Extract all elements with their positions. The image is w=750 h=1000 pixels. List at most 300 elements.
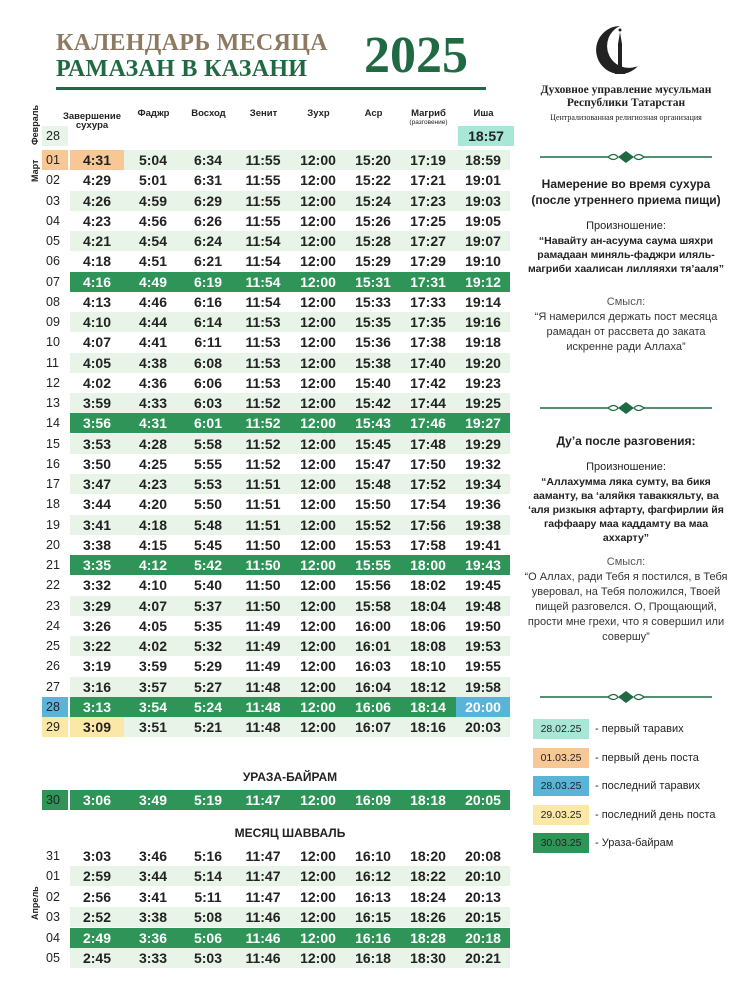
day-number: 14 (46, 416, 60, 431)
time-cell: 3:41 (82, 516, 112, 533)
table-row (42, 790, 510, 810)
day-number: 28 (42, 126, 68, 146)
time-cell: 4:46 (138, 293, 168, 310)
time-cell: 12:00 (300, 792, 336, 808)
time-cell: 19:55 (465, 658, 501, 675)
time-cell: 18:02 (410, 577, 446, 594)
table-row (42, 907, 510, 927)
time-cell: 3:16 (82, 678, 112, 695)
time-cell: 12:00 (300, 848, 336, 864)
day-number: 03 (46, 193, 60, 208)
calendar-title (56, 30, 328, 82)
col-header-dhuhr: Зухр (307, 108, 330, 119)
day-number: 09 (46, 315, 60, 329)
time-cell: 19:25 (465, 395, 501, 411)
time-cell: 12:00 (300, 212, 336, 229)
time-cell: 17:50 (410, 455, 446, 472)
time-cell: 3:47 (82, 476, 112, 492)
time-cell: 12:00 (300, 577, 336, 594)
time-cell: 12:00 (300, 698, 336, 715)
time-cell: 11:54 (245, 273, 281, 290)
time-cell: 11:55 (245, 212, 281, 229)
time-cell: 20:10 (465, 868, 501, 885)
time-cell: 3:09 (70, 717, 124, 737)
time-cell: 11:53 (245, 374, 281, 391)
time-cell: 18:00 (410, 557, 446, 573)
maghrib-label: Магриб (411, 108, 446, 119)
table-row (42, 353, 510, 373)
time-cell: 19:38 (465, 516, 501, 533)
time-cell: 17:23 (410, 192, 446, 209)
time-cell: 15:45 (355, 435, 391, 452)
time-cell: 11:47 (245, 888, 281, 905)
time-cell: 19:36 (465, 496, 501, 513)
col-header-zenith: Зенит (249, 108, 278, 119)
time-cell: 16:16 (355, 929, 391, 946)
time-cell: 6:26 (193, 212, 223, 229)
legend-swatch: 01.03.25 (533, 748, 589, 768)
time-cell: 18:16 (410, 719, 446, 735)
time-cell: 4:10 (82, 314, 112, 330)
time-cell: 11:48 (245, 678, 281, 695)
time-cell: 5:50 (193, 496, 223, 513)
time-cell: 17:56 (410, 516, 446, 533)
ornament-divider-icon (536, 690, 716, 704)
time-cell: 16:10 (355, 848, 391, 864)
time-cell: 11:52 (245, 435, 281, 452)
time-cell: 15:55 (355, 557, 391, 573)
time-cell: 20:21 (465, 950, 501, 966)
table-row (42, 616, 510, 636)
day-number: 28 (42, 697, 68, 717)
time-cell: 4:59 (138, 192, 168, 209)
time-cell: 18:10 (410, 658, 446, 675)
day-number: 05 (46, 234, 60, 248)
time-cell: 11:47 (245, 848, 281, 864)
time-cell: 3:53 (82, 435, 112, 452)
table-row (42, 656, 510, 676)
time-cell: 11:51 (245, 476, 281, 492)
time-cell: 11:47 (245, 868, 281, 885)
time-cell: 3:59 (82, 395, 112, 411)
time-cell: 20:05 (465, 792, 501, 808)
table-row (42, 535, 510, 555)
day-number: 11 (46, 355, 59, 370)
day-number: 26 (46, 659, 60, 674)
time-cell: 3:54 (138, 698, 168, 715)
time-cell: 19:58 (465, 678, 501, 695)
day-number: 21 (46, 558, 60, 572)
time-cell: 19:23 (465, 374, 501, 391)
time-cell: 11:55 (245, 172, 281, 189)
time-cell: 4:56 (138, 212, 168, 229)
time-cell: 12:00 (300, 888, 336, 905)
time-cell: 18:08 (410, 638, 446, 654)
time-cell: 12:00 (300, 314, 336, 330)
time-cell: 6:29 (193, 192, 223, 209)
time-cell: 19:41 (465, 536, 501, 553)
table-row (42, 332, 510, 352)
day-number: 20 (46, 537, 60, 552)
time-cell: 11:50 (245, 597, 281, 614)
time-cell: 3:36 (138, 929, 168, 946)
time-cell: 5:03 (193, 950, 223, 966)
time-cell: 4:18 (138, 516, 168, 533)
time-cell: 6:21 (193, 253, 223, 270)
dua-pronunciation-label: Произношение: (586, 461, 666, 473)
time-cell: 19:10 (465, 253, 501, 270)
table-row (42, 474, 510, 494)
day-number: 02 (46, 889, 60, 904)
table-row (42, 434, 510, 454)
table-row (42, 887, 510, 907)
time-cell: 16:06 (355, 698, 391, 715)
time-cell: 2:49 (82, 929, 112, 946)
time-cell: 3:49 (138, 792, 168, 808)
time-cell: 4:05 (82, 354, 112, 371)
time-cell: 5:32 (193, 638, 223, 654)
time-cell: 11:50 (245, 536, 281, 553)
legend-label: - последний день поста (595, 808, 716, 821)
time-cell: 3:19 (82, 658, 112, 675)
time-cell: 5:04 (138, 152, 168, 168)
time-cell: 5:27 (193, 678, 223, 695)
time-cell: 4:44 (138, 314, 168, 330)
org-line-3: Централизованная религиозная организация (550, 113, 702, 122)
time-cell: 5:01 (138, 172, 168, 189)
time-cell: 4:25 (138, 455, 168, 472)
time-cell: 6:34 (193, 152, 223, 168)
time-cell: 18:04 (410, 597, 446, 614)
time-cell: 19:27 (465, 415, 501, 432)
time-cell: 12:00 (300, 658, 336, 675)
day-number: 13 (46, 396, 60, 410)
time-cell: 4:15 (138, 536, 168, 553)
time-cell: 11:46 (245, 929, 281, 946)
day-number: 22 (46, 578, 60, 593)
niyat-pronunciation-label: Произношение: (586, 220, 666, 232)
time-cell: 19:18 (465, 334, 501, 351)
dua-pronunciation: “Аллахумма ляка сумту, ва бикя ааманту, ва ‘аляйкя таваккяльту, ва ‘аля ризкыкя афтарту, фагфирлии йя гаффаару маа каддамту ва маа аххарту” (528, 476, 724, 544)
table-row-feb-28 (42, 126, 510, 146)
time-cell: 4:31 (70, 150, 124, 170)
table-row (42, 272, 510, 292)
time-cell: 18:26 (410, 909, 446, 926)
dua-title: Ду’а после разговения: (556, 434, 696, 448)
time-cell: 11:55 (245, 152, 281, 168)
time-cell: 19:32 (465, 455, 501, 472)
day-number: 02 (46, 173, 60, 188)
time-cell: 4:23 (82, 212, 112, 229)
table-row (42, 251, 510, 271)
time-cell: 5:35 (193, 617, 223, 634)
day-number: 24 (46, 618, 60, 633)
time-cell: 20:08 (465, 848, 501, 864)
day-number: 29 (42, 717, 68, 737)
time-cell: 18:12 (410, 678, 446, 695)
time-cell: 4:26 (82, 192, 112, 209)
table-row (42, 454, 510, 474)
time-cell: 15:26 (355, 212, 391, 229)
day-number: 10 (46, 335, 60, 350)
time-cell: 17:54 (410, 496, 446, 513)
dua-meaning-label: Смысл: (606, 556, 646, 568)
time-cell: 4:49 (138, 273, 168, 290)
time-cell: 16:13 (355, 888, 391, 905)
time-cell: 15:40 (355, 374, 391, 391)
time-cell: 12:00 (300, 678, 336, 695)
time-cell: 15:29 (355, 253, 391, 270)
time-cell: 6:24 (193, 233, 223, 249)
time-cell: 12:00 (300, 415, 336, 432)
time-cell: 19:43 (465, 557, 501, 573)
table-row (42, 928, 510, 948)
table-row (42, 373, 510, 393)
time-cell: 5:06 (193, 929, 223, 946)
legend-label: - первый день поста (595, 751, 699, 764)
time-cell: 17:31 (410, 273, 446, 290)
time-cell: 11:50 (245, 557, 281, 573)
time-cell: 4:23 (138, 476, 168, 492)
time-cell: 11:48 (245, 698, 281, 715)
time-cell: 15:24 (355, 192, 391, 209)
time-cell: 3:41 (138, 888, 168, 905)
time-cell: 12:00 (300, 293, 336, 310)
table-row (42, 292, 510, 312)
time-cell: 18:22 (410, 868, 446, 885)
time-cell: 12:00 (300, 929, 336, 946)
time-cell: 18:24 (410, 888, 446, 905)
time-cell: 3:26 (82, 617, 112, 634)
table-row (42, 170, 510, 190)
table-row (42, 211, 510, 231)
time-cell-isha: 18:57 (458, 126, 514, 146)
col-header-isha: Иша (473, 108, 494, 119)
organization-name (520, 84, 732, 122)
time-cell: 5:58 (193, 435, 223, 452)
time-cell: 17:44 (410, 395, 446, 411)
time-cell: 15:52 (355, 516, 391, 533)
day-number: 23 (46, 598, 60, 613)
time-cell: 19:01 (465, 172, 501, 189)
time-cell: 3:13 (82, 698, 112, 715)
time-cell: 15:36 (355, 334, 391, 351)
time-cell: 16:09 (355, 792, 391, 808)
ornament-divider-icon (536, 401, 716, 415)
time-cell: 4:54 (138, 233, 168, 249)
time-cell: 11:55 (245, 192, 281, 209)
time-cell: 5:16 (193, 848, 223, 864)
time-cell: 6:19 (193, 273, 223, 290)
time-cell: 4:13 (82, 293, 112, 310)
time-cell: 17:40 (410, 354, 446, 371)
shawwal-heading: МЕСЯЦ ШАВВАЛЬ (234, 826, 346, 840)
time-cell: 4:20 (138, 496, 168, 513)
time-cell: 19:48 (465, 597, 501, 614)
time-cell: 19:14 (465, 293, 501, 310)
table-row (42, 413, 510, 433)
crescent-minaret-logo-icon (594, 22, 646, 80)
time-cell: 12:00 (300, 868, 336, 885)
time-cell: 6:03 (193, 395, 223, 411)
time-cell: 11:49 (245, 617, 281, 634)
month-label-apr: Апрель (30, 886, 40, 920)
time-cell: 15:20 (355, 152, 391, 168)
time-cell: 15:42 (355, 395, 391, 411)
day-number: 18 (46, 497, 60, 512)
time-cell: 12:00 (300, 253, 336, 270)
table-row (42, 948, 510, 968)
time-cell: 16:01 (355, 638, 391, 654)
time-cell: 19:53 (465, 638, 501, 654)
time-cell: 6:06 (193, 374, 223, 391)
time-cell: 6:08 (193, 354, 223, 371)
col-header-maghrib (401, 108, 456, 126)
legend-swatch: 29.03.25 (533, 805, 589, 825)
legend-label: - первый таравих (595, 723, 684, 735)
time-cell: 11:48 (245, 719, 281, 735)
time-cell: 15:43 (355, 415, 391, 432)
time-cell: 19:29 (465, 435, 501, 452)
time-cell: 5:45 (193, 536, 223, 553)
time-cell: 5:37 (193, 597, 223, 614)
time-cell: 3:22 (82, 638, 112, 654)
time-cell: 12:00 (300, 617, 336, 634)
time-cell: 11:52 (245, 415, 281, 432)
day-number: 12 (46, 375, 60, 390)
day-number: 01 (46, 869, 60, 884)
time-cell: 2:59 (82, 868, 112, 885)
table-row (42, 677, 510, 697)
time-cell: 16:12 (355, 868, 391, 885)
time-cell: 12:00 (300, 909, 336, 926)
time-cell: 11:51 (245, 516, 281, 533)
time-cell: 12:00 (300, 597, 336, 614)
time-cell: 17:27 (410, 233, 446, 249)
time-cell: 4:21 (82, 233, 112, 249)
time-cell: 19:07 (465, 233, 501, 249)
time-cell: 4:36 (138, 374, 168, 391)
time-cell: 3:33 (138, 950, 168, 966)
time-cell: 17:46 (410, 415, 446, 432)
col-header-suhur: Завершение сухура (62, 111, 122, 131)
table-row (42, 150, 510, 170)
time-cell: 11:53 (245, 314, 281, 330)
time-cell: 15:31 (355, 273, 391, 290)
time-cell: 17:33 (410, 293, 446, 310)
day-number: 31 (46, 849, 60, 863)
time-cell: 4:29 (82, 172, 112, 189)
time-cell: 18:59 (465, 152, 501, 168)
time-cell: 5:24 (193, 698, 223, 715)
time-cell: 12:00 (300, 192, 336, 209)
time-cell: 11:53 (245, 334, 281, 351)
time-cell: 12:00 (300, 152, 336, 168)
time-cell: 4:16 (82, 273, 112, 290)
day-number: 06 (46, 254, 60, 269)
time-cell: 20:03 (465, 719, 501, 735)
time-cell: 20:00 (456, 697, 510, 717)
legend-label: - последний таравих (595, 780, 701, 792)
time-cell: 19:12 (465, 273, 501, 290)
time-cell: 4:02 (82, 374, 112, 391)
time-cell: 3:38 (82, 536, 112, 553)
time-cell: 4:38 (138, 354, 168, 371)
time-cell: 12:00 (300, 374, 336, 391)
day-number: 08 (46, 294, 60, 309)
time-cell: 18:20 (410, 848, 446, 864)
day-number: 04 (46, 213, 60, 228)
time-cell: 5:42 (193, 557, 223, 573)
time-cell: 17:29 (410, 253, 446, 270)
time-cell: 5:21 (193, 719, 223, 735)
time-cell: 3:46 (138, 848, 168, 864)
time-cell: 12:00 (300, 395, 336, 411)
day-number: 16 (46, 456, 60, 471)
time-cell: 11:46 (245, 909, 281, 926)
time-cell: 15:56 (355, 577, 391, 594)
time-cell: 6:31 (193, 172, 223, 189)
dua-meaning: “О Аллах, ради Тебя я постился, в Тебя уверовал, на Тебя положился, Твоей пищей разговелся. О, Прощающий, прости мне грехи, что я совершил или совершу” (524, 571, 728, 643)
time-cell: 17:42 (410, 374, 446, 391)
time-cell: 3:59 (138, 658, 168, 675)
time-cell: 11:52 (245, 395, 281, 411)
day-number: 30 (42, 790, 68, 810)
col-header-sunrise: Восход (191, 108, 226, 119)
time-cell: 16:18 (355, 950, 391, 966)
time-cell: 2:45 (82, 950, 112, 966)
maghrib-sublabel: (разговение) (409, 119, 448, 126)
time-cell: 15:33 (355, 293, 391, 310)
col-header-fajr: Фаджр (137, 108, 170, 119)
time-cell: 19:45 (465, 577, 501, 594)
time-cell: 16:03 (355, 658, 391, 675)
time-cell: 12:00 (300, 496, 336, 513)
time-cell: 5:11 (194, 888, 222, 905)
time-cell: 11:54 (245, 293, 281, 310)
time-cell: 2:52 (82, 909, 112, 926)
table-row (42, 846, 510, 866)
time-cell: 4:33 (138, 395, 168, 411)
time-cell: 19:05 (465, 212, 501, 229)
time-cell: 11:49 (245, 658, 281, 675)
time-cell: 12:00 (300, 476, 336, 492)
time-cell: 12:00 (300, 536, 336, 553)
time-cell: 3:29 (82, 597, 112, 614)
day-number: 07 (46, 274, 60, 289)
time-cell: 12:00 (300, 516, 336, 533)
time-cell: 3:44 (138, 868, 168, 885)
time-cell: 12:00 (300, 638, 336, 654)
time-cell: 17:52 (410, 476, 446, 492)
time-cell: 20:13 (465, 888, 501, 905)
title-line-2: РАМАЗАН В КАЗАНИ (56, 56, 308, 82)
time-cell: 5:08 (193, 909, 223, 926)
time-cell: 12:00 (300, 435, 336, 452)
day-number: 03 (46, 910, 60, 925)
table-row (42, 515, 510, 535)
time-cell: 11:54 (245, 233, 281, 249)
time-cell: 4:31 (138, 415, 168, 432)
table-row (42, 697, 510, 717)
table-row (42, 312, 510, 332)
time-cell: 15:58 (355, 597, 391, 614)
time-cell: 16:00 (355, 617, 391, 634)
time-cell: 4:41 (138, 334, 168, 351)
time-cell: 4:18 (82, 253, 112, 270)
time-cell: 15:50 (355, 496, 391, 513)
day-number: 05 (46, 951, 60, 965)
